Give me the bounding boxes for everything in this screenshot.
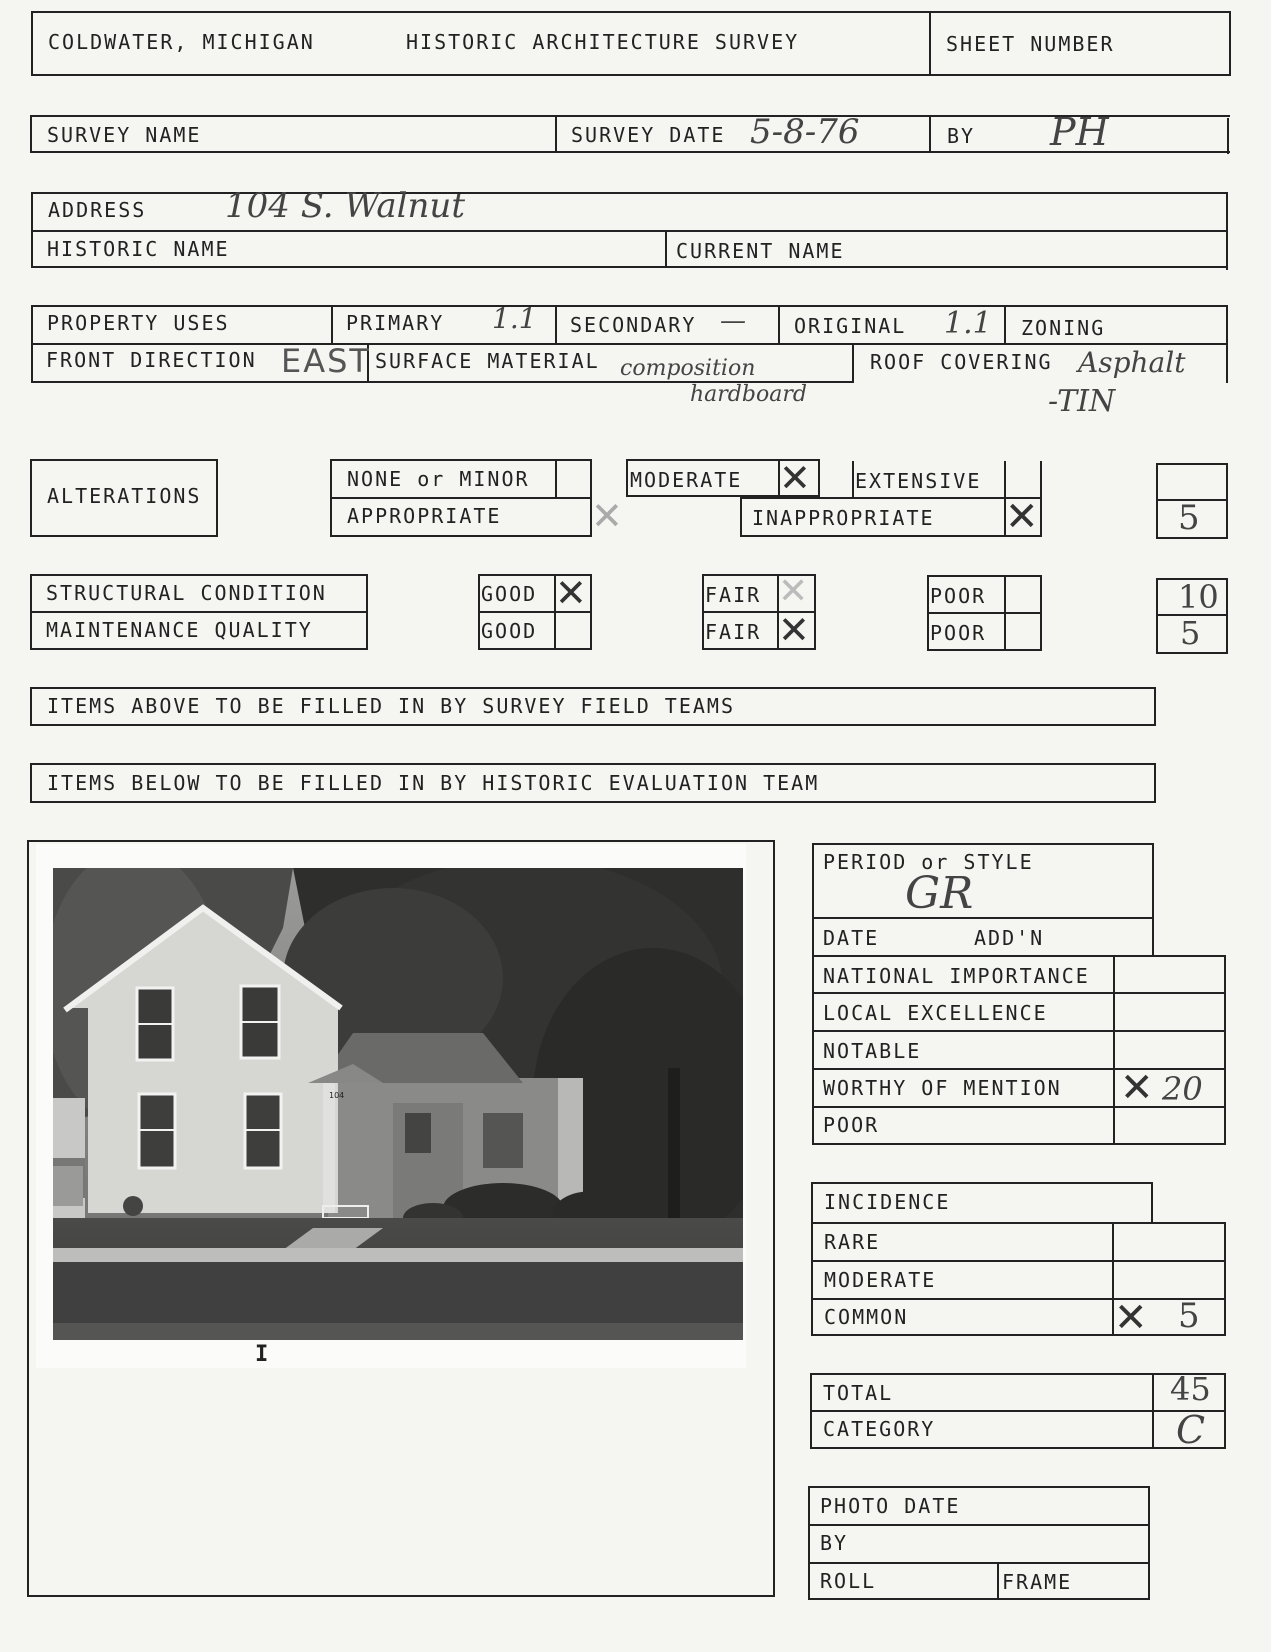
front-direction-label: FRONT DIRECTION [46, 348, 257, 372]
maintenance-quality-label: MAINTENANCE QUALITY [46, 618, 313, 642]
category-value: C [1176, 1408, 1206, 1452]
incidence-rare: RARE [824, 1230, 881, 1254]
alter-none-right [590, 459, 592, 497]
survey-by-label: BY [947, 124, 976, 148]
incidence-label: INCIDENCE [824, 1190, 951, 1214]
roll-label: ROLL [820, 1569, 877, 1593]
structural-good: GOOD [481, 582, 538, 606]
importance-row-2 [812, 1030, 1224, 1032]
structural-condition-label: STRUCTURAL CONDITION [46, 581, 327, 605]
roof-covering-value-1: Asphalt [1078, 346, 1186, 379]
condition-score-right [1226, 578, 1228, 654]
incidence-right-edge [1224, 1222, 1226, 1336]
alter-appropriate-check: ✕ [591, 494, 623, 538]
alterations-label: ALTERATIONS [47, 484, 202, 508]
header-divider [929, 11, 931, 76]
worthy-check: ✕ [1120, 1065, 1154, 1111]
surface-material-value-2: hardboard [690, 382, 807, 407]
property-div-primary [331, 305, 333, 343]
condition-mid [30, 611, 368, 613]
structural-fair-check: ✕ [778, 571, 809, 612]
surface-material-value-1: composition [620, 356, 756, 381]
survey-row-right-edge [1227, 118, 1229, 154]
date-label: DATE [823, 926, 880, 950]
alter-none-minor: NONE or MINOR [347, 467, 530, 491]
alter-score-right [1226, 463, 1228, 539]
survey-row-divider-1 [555, 115, 557, 153]
national-importance: NATIONAL IMPORTANCE [823, 964, 1090, 988]
sheet-number-label: SHEET NUMBER [946, 32, 1115, 56]
photo-info-roll-divider [997, 1562, 999, 1600]
items-above-note: ITEMS ABOVE TO BE FILLED IN BY SURVEY FIELD TEAMS [47, 694, 736, 718]
original-value: 1.1 [944, 306, 992, 341]
maintenance-poor: POOR [930, 621, 987, 645]
house-photograph [53, 868, 743, 1340]
house-number: 104 [329, 1091, 345, 1100]
secondary-value: — [720, 306, 746, 336]
alterations-score: 5 [1178, 498, 1200, 538]
structural-good-check: ✕ [555, 571, 587, 615]
incidence-row-1 [811, 1260, 1224, 1262]
zoning-label: ZONING [1021, 316, 1106, 340]
incidence-common: COMMON [824, 1305, 909, 1329]
eval-poor: POOR [823, 1113, 880, 1137]
notable: NOTABLE [823, 1039, 922, 1063]
period-style-label: PERIOD or STYLE [823, 850, 1034, 874]
structural-score: 10 [1178, 578, 1219, 616]
addn-label: ADD'N [974, 926, 1045, 950]
worthy-score: 20 [1162, 1070, 1203, 1108]
structural-fair: FAIR [705, 583, 762, 607]
importance-check-divider [1113, 955, 1115, 1145]
property-div-secondary [555, 305, 557, 343]
total-mid [810, 1410, 1226, 1412]
alter-moderate: MODERATE [630, 468, 743, 492]
total-value: 45 [1170, 1370, 1211, 1408]
photo-info-row-1 [808, 1524, 1150, 1526]
total-label: TOTAL [823, 1381, 894, 1405]
header-city: COLDWATER, MICHIGAN [48, 30, 315, 54]
front-direction-value: EAST [281, 342, 371, 380]
address-row-divider [31, 230, 1226, 232]
worthy-of-mention: WORTHY OF MENTION [823, 1076, 1062, 1100]
address-right-edge [1226, 194, 1228, 270]
common-check: ✕ [1114, 1295, 1148, 1341]
address-name-divider [665, 230, 667, 268]
frame-label: FRAME [1002, 1570, 1073, 1594]
roof-covering-label: ROOF COVERING [870, 350, 1053, 374]
maintenance-fair: FAIR [705, 620, 762, 644]
survey-date-value: 5-8-76 [750, 112, 860, 152]
survey-by-value: PH [1050, 110, 1109, 154]
address-label: ADDRESS [48, 198, 147, 222]
survey-name-label: SURVEY NAME [47, 123, 202, 147]
secondary-label: SECONDARY [570, 313, 697, 337]
historic-name-label: HISTORIC NAME [47, 237, 230, 261]
poor-check-divider [1004, 575, 1006, 651]
primary-value: 1.1 [492, 302, 537, 335]
property-right-edge [1226, 307, 1228, 383]
property-div-original [778, 305, 780, 343]
roof-covering-value-2: -TIN [1048, 384, 1116, 419]
property-row-divider [31, 343, 1226, 345]
property-div-roof [852, 343, 854, 383]
alter-appropriate: APPROPRIATE [347, 504, 502, 528]
primary-label: PRIMARY [346, 311, 445, 335]
survey-date-label: SURVEY DATE [571, 123, 726, 147]
category-label: CATEGORY [823, 1417, 936, 1441]
photo-info-row-2 [808, 1562, 1150, 1564]
photo-frame-mark: I [255, 1342, 271, 1367]
alter-inappropriate: INAPPROPRIATE [752, 506, 935, 530]
property-uses-label: PROPERTY USES [47, 311, 230, 335]
importance-row-1 [812, 992, 1224, 994]
items-below-note: ITEMS BELOW TO BE FILLED IN BY HISTORIC EVALUATION TEAM [47, 771, 820, 795]
survey-row-divider-2 [929, 115, 931, 153]
structural-poor: POOR [930, 584, 987, 608]
maintenance-fair-check: ✕ [778, 608, 810, 652]
common-score: 5 [1178, 1296, 1200, 1336]
original-label: ORIGINAL [794, 314, 907, 338]
photo-by-label: BY [820, 1531, 849, 1555]
alter-extensive: EXTENSIVE [855, 469, 982, 493]
surface-material-label: SURFACE MATERIAL [375, 349, 600, 373]
alter-moderate-check-mark: ✕ [779, 456, 811, 500]
alter-mid-1 [330, 497, 592, 499]
header-title: HISTORIC ARCHITECTURE SURVEY [406, 30, 800, 54]
current-name-label: CURRENT NAME [676, 239, 845, 263]
poor-mid [927, 612, 1042, 614]
maintenance-good: GOOD [481, 619, 538, 643]
property-div-zoning [1004, 305, 1006, 343]
maintenance-score: 5 [1180, 614, 1201, 652]
importance-right-edge [1224, 955, 1226, 1145]
photo-mount [36, 844, 746, 1368]
local-excellence: LOCAL EXCELLENCE [823, 1001, 1048, 1025]
alter-inappropriate-check-mark: ✕ [1005, 494, 1039, 540]
photo-date-label: PHOTO DATE [820, 1494, 961, 1518]
total-divider [1152, 1373, 1154, 1449]
period-style-value: GR [905, 868, 974, 919]
incidence-row-2 [811, 1298, 1224, 1300]
incidence-moderate: MODERATE [824, 1268, 937, 1292]
alter-none-check-left [555, 459, 557, 497]
address-value: 104 S. Walnut [225, 186, 465, 226]
